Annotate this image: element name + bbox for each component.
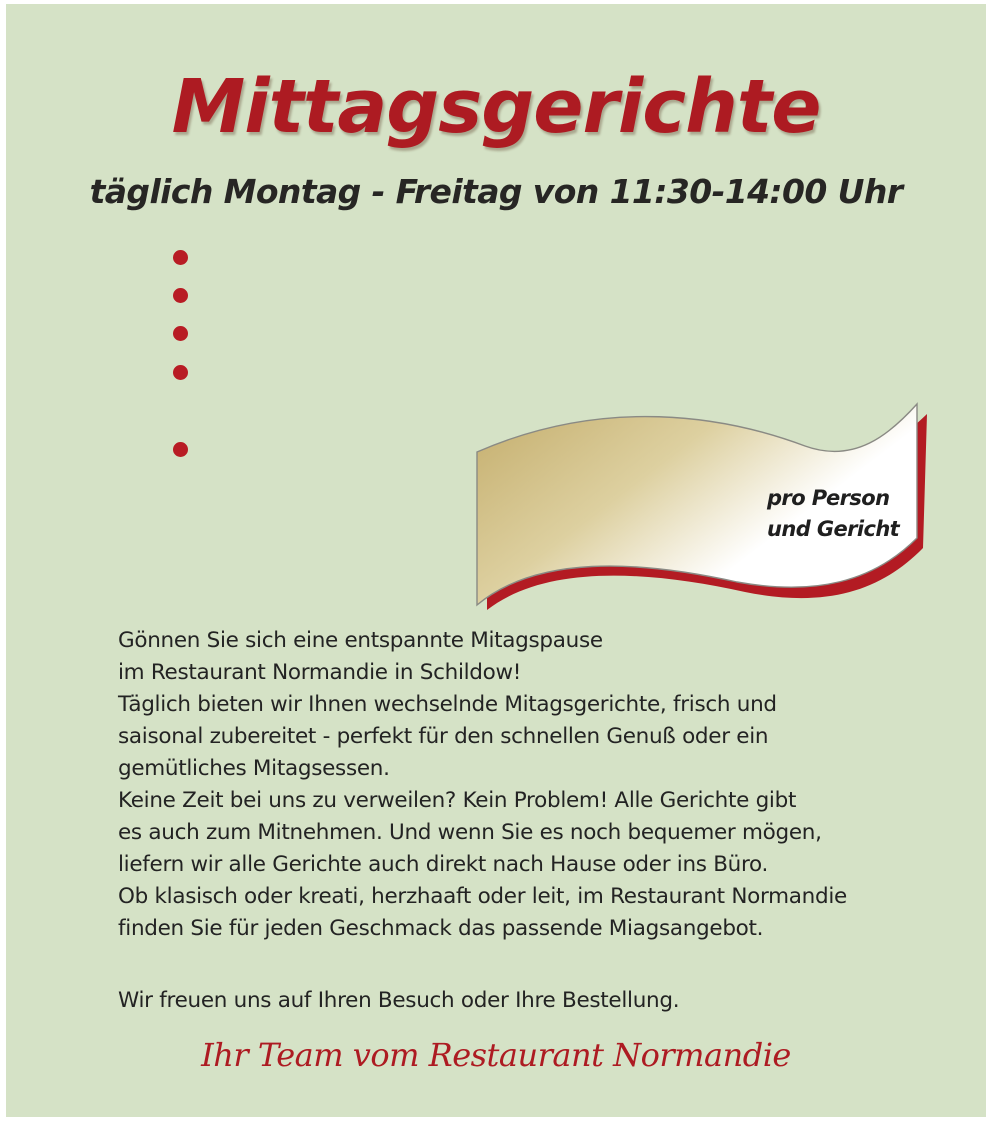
page-title: Mittagsgerichte [171,64,821,150]
description-line: es auch zum Mitnehmen. Und wenn Sie es noch bequemer mögen, [118,820,822,845]
description-line: Keine Zeit bei uns zu verweilen? Kein Problem! Alle Gerichte gibt [118,788,797,813]
description-line: gemütliches Mitagsessen. [118,756,390,781]
menu-item-bullet [173,365,188,380]
description-text [118,625,938,945]
closing-line: Wir freuen uns auf Ihren Besuch oder Ihre Bestellung. [118,988,680,1013]
description-line: Gönnen Sie sich eine entspannte Mitagspause [118,628,603,653]
description-line: liefern wir alle Gerichte auch direkt nach Hause oder ins Büro. [118,852,769,877]
opening-hours: täglich Montag - Freitag von 11:30-14:00 Uhr [89,172,903,211]
description-line: saisonal zubereitet - perfekt für den schnellen Genuß oder ein [118,724,769,749]
description-line: Täglich bieten wir Ihnen wechselnde Mitagsgerichte, frisch und [118,692,777,717]
description-line: Ob klasisch oder kreati, herzhaaft oder leit, im Restaurant Normandie [118,884,847,909]
menu-item-bullet [173,288,188,303]
description-line: im Restaurant Normandie in Schildow! [118,660,522,685]
price-note [767,483,917,545]
price-note-line: pro Person [767,486,890,510]
signature: Ihr Team vom Restaurant Normandie [201,1036,791,1074]
price-note-line: und Gericht [767,517,900,541]
menu-item-bullet [173,442,188,457]
description-line: finden Sie für jeden Geschmack das passende Miagsangebot. [118,916,764,941]
menu-item-bullet [173,250,188,265]
menu-item-bullet [173,326,188,341]
